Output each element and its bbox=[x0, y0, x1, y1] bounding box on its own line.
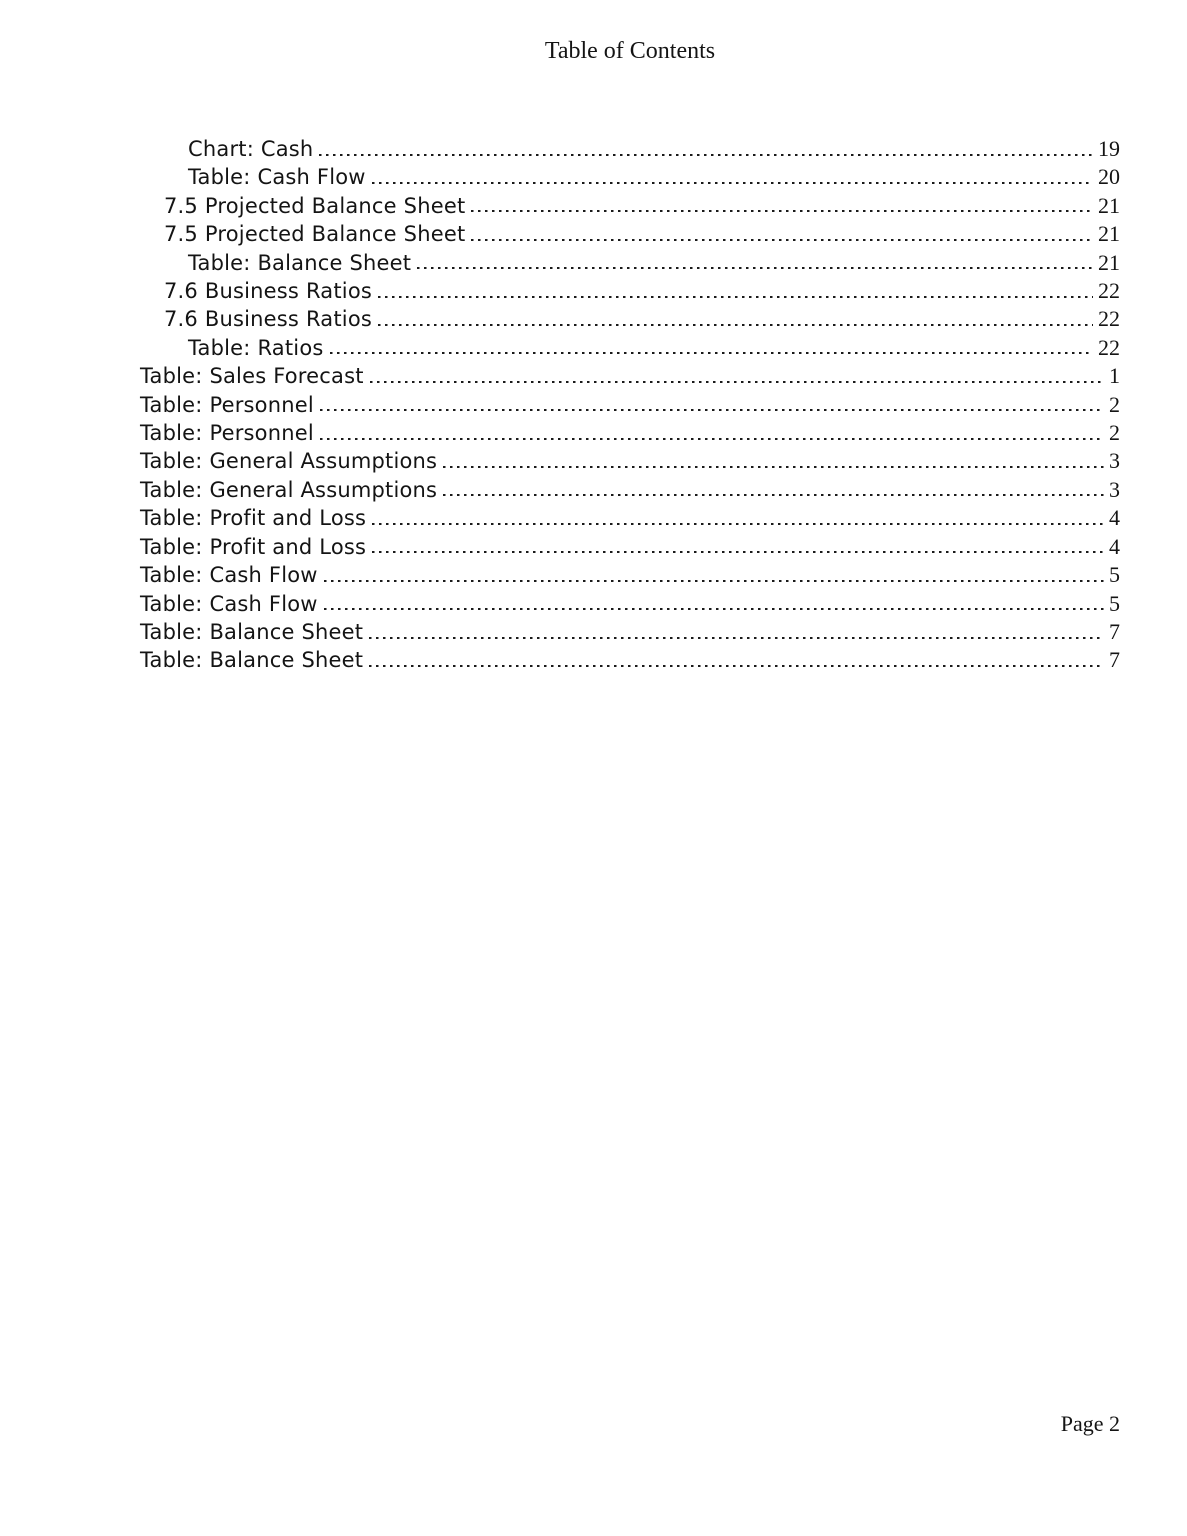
toc-leader-dots bbox=[443, 494, 1104, 497]
toc-page-number: 21 bbox=[1098, 249, 1120, 275]
toc-entry[interactable] bbox=[140, 249, 1120, 277]
toc-entry-label: Table: General Assumptions bbox=[140, 449, 438, 474]
toc-entry-label: 7.5 Projected Balance Sheet bbox=[164, 193, 466, 218]
toc-entry-label: Table: Cash Flow bbox=[140, 563, 318, 588]
toc-leader-dots bbox=[369, 636, 1104, 639]
toc-entry[interactable] bbox=[140, 646, 1120, 674]
toc-entry[interactable] bbox=[140, 135, 1120, 163]
toc-entry-label: Table: Cash Flow bbox=[140, 591, 318, 616]
toc-entry[interactable] bbox=[140, 618, 1120, 646]
toc-entry-label: Table: Personnel bbox=[140, 392, 314, 417]
toc-entry[interactable] bbox=[140, 561, 1120, 589]
toc-leader-dots bbox=[370, 380, 1104, 383]
page-number-footer: Page 2 bbox=[1060, 1411, 1120, 1436]
toc-page-number: 7 bbox=[1109, 618, 1120, 644]
toc-page-number: 21 bbox=[1098, 192, 1120, 218]
page-title: Table of Contents bbox=[544, 38, 716, 64]
toc-page-number: 4 bbox=[1109, 533, 1120, 559]
toc-entry-label: Table: Balance Sheet bbox=[188, 250, 412, 275]
toc-entry-label: Table: Sales Forecast bbox=[140, 364, 364, 389]
toc-leader-dots bbox=[372, 522, 1104, 525]
toc-page-number: 5 bbox=[1109, 562, 1120, 588]
toc-leader-dots bbox=[417, 267, 1093, 270]
toc-leader-dots bbox=[324, 608, 1104, 611]
toc-entry[interactable] bbox=[140, 362, 1120, 390]
toc-leader-dots bbox=[319, 153, 1093, 156]
toc-leader-dots bbox=[330, 352, 1093, 355]
toc-entry-label: 7.5 Projected Balance Sheet bbox=[164, 222, 466, 247]
toc-leader-dots bbox=[443, 465, 1104, 468]
toc-entry-label: Table: Personnel bbox=[140, 421, 314, 446]
toc-page-number: 22 bbox=[1098, 278, 1120, 304]
toc-leader-dots bbox=[471, 238, 1093, 241]
toc-list bbox=[140, 135, 1120, 675]
toc-page-number: 2 bbox=[1109, 420, 1120, 446]
toc-leader-dots bbox=[378, 323, 1093, 326]
toc-entry-label: Table: Ratios bbox=[188, 335, 324, 360]
toc-leader-dots bbox=[378, 295, 1093, 298]
toc-page-number: 7 bbox=[1109, 647, 1120, 673]
toc-entry[interactable] bbox=[140, 476, 1120, 504]
toc-entry[interactable] bbox=[140, 590, 1120, 618]
toc-entry[interactable] bbox=[140, 277, 1120, 305]
toc-leader-dots bbox=[369, 664, 1104, 667]
toc-page-number: 5 bbox=[1109, 590, 1120, 616]
toc-entry-label: 7.6 Business Ratios bbox=[164, 279, 373, 304]
toc-entry[interactable] bbox=[140, 192, 1120, 220]
toc-page-number: 3 bbox=[1109, 448, 1120, 474]
toc-entry[interactable] bbox=[140, 533, 1120, 561]
toc-page-number: 1 bbox=[1109, 363, 1120, 389]
toc-entry-label: Table: Profit and Loss bbox=[140, 506, 367, 531]
toc-entry[interactable] bbox=[140, 334, 1120, 362]
toc-entry[interactable] bbox=[140, 447, 1120, 475]
toc-entry[interactable] bbox=[140, 220, 1120, 248]
toc-page-number: 20 bbox=[1098, 164, 1120, 190]
toc-page-number: 2 bbox=[1109, 391, 1120, 417]
toc-page-number: 22 bbox=[1098, 334, 1120, 360]
toc-entry[interactable] bbox=[140, 305, 1120, 333]
toc-page-number: 22 bbox=[1098, 306, 1120, 332]
toc-entry[interactable] bbox=[140, 419, 1120, 447]
toc-page-number: 4 bbox=[1109, 505, 1120, 531]
toc-entry[interactable] bbox=[140, 391, 1120, 419]
toc-leader-dots bbox=[372, 551, 1104, 554]
toc-entry-label: Chart: Cash bbox=[188, 137, 314, 161]
toc-leader-dots bbox=[324, 579, 1104, 582]
toc-leader-dots bbox=[320, 409, 1104, 412]
toc-page-number: 3 bbox=[1109, 476, 1120, 502]
toc-entry-label: Table: General Assumptions bbox=[140, 477, 438, 502]
toc-page-number: 19 bbox=[1098, 136, 1120, 161]
toc-entry-label: Table: Balance Sheet bbox=[140, 619, 364, 644]
toc-leader-dots bbox=[471, 210, 1093, 213]
toc-entry-label: Table: Profit and Loss bbox=[140, 534, 367, 559]
toc-page-number: 21 bbox=[1098, 221, 1120, 247]
toc-leader-dots bbox=[320, 437, 1104, 440]
toc-entry-label: 7.6 Business Ratios bbox=[164, 307, 373, 332]
toc-leader-dots bbox=[372, 181, 1093, 184]
toc-entry-label: Table: Balance Sheet bbox=[140, 648, 364, 673]
toc-entry[interactable] bbox=[140, 163, 1120, 191]
toc-entry[interactable] bbox=[140, 504, 1120, 532]
toc-entry-label: Table: Cash Flow bbox=[188, 165, 366, 190]
